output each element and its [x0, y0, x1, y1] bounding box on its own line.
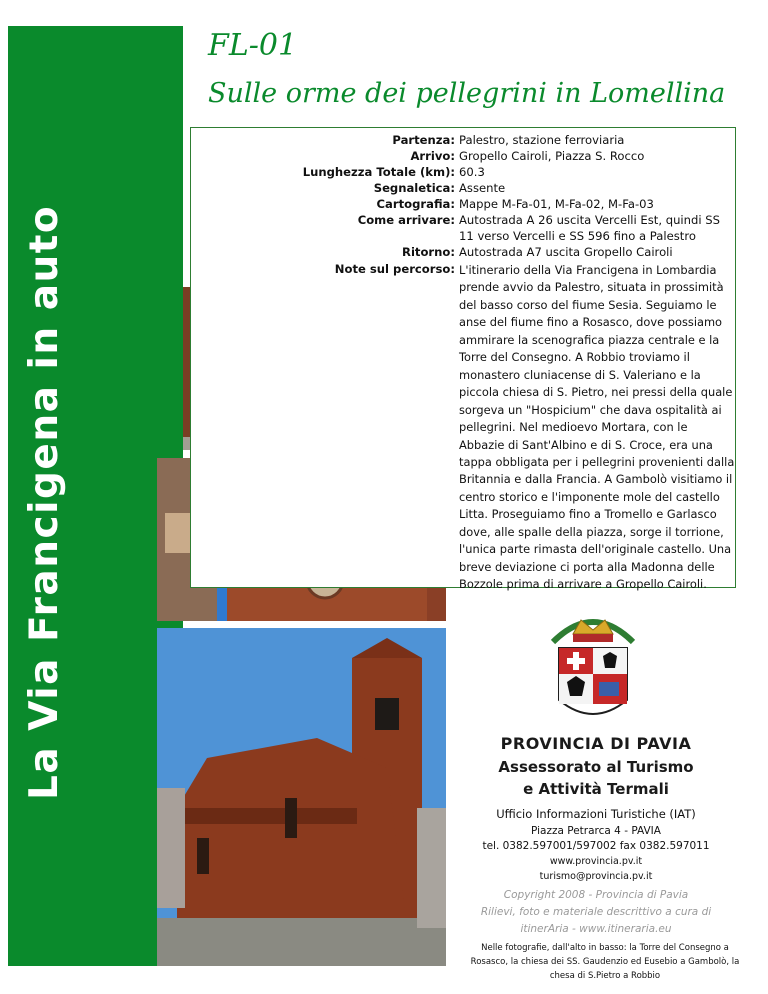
info-value: Autostrada A7 uscita Gropello Cairoli — [459, 245, 673, 259]
info-label: Segnaletica: — [373, 181, 455, 195]
credits-line1: Copyright 2008 - Provincia di Pavia — [503, 889, 689, 901]
info-value: Gropello Cairoli, Piazza S. Rocco — [459, 149, 645, 163]
info-value: L'itinerario della Via Francigena in Lombardia prende avvio da Palestro, situata in prossimità del basso corso del fiume Sesia. Seguiamo le anse del fiume fino a Rosasco, dove possiamo ammirare la scenografica piazza centrale e la Torre del Consegno. A Robbio troviamo il monastero cluniacense di S. Valeriano e la piccola chiesa di S. Pietro, nei pressi della quale sorgeva un "Hospicium" che dava ospitalità ai pellegrini. Nel medioevo Mortara, con le Abbazie di Sant'Albino e di S. Croce, era una tappa obbligata per i pellegrini provenienti dalla Britannia e dalla Francia. A Gambolò visitiamo il centro storico e l'imponente mole del castello Litta. Proseguiamo fino a Tromello e Garlasco dove, alle spalle della piazza, sorge il torrione, l'unica parte rimasta dell'originale castello. Una breve deviazione ci porta alla Madonna delle Bozzole prima di arrivare a Gropello Cairoli. — [459, 263, 735, 592]
publisher-address: Piazza Petrarca 4 - PAVIA — [531, 825, 661, 837]
publisher-web-link[interactable]: www.provincia.pv.it — [549, 856, 643, 867]
publisher-office: Ufficio Informazioni Turistiche (IAT) — [496, 807, 696, 821]
info-value: Mappe M-Fa-01, M-Fa-02, M-Fa-03 — [459, 197, 654, 211]
publisher-name: PROVINCIA DI PAVIA — [500, 734, 692, 753]
info-value: 60.3 — [459, 165, 485, 179]
info-label: Arrivo: — [410, 149, 455, 163]
publisher-email-link[interactable]: turismo@provincia.pv.it — [539, 871, 653, 882]
sidebar-title: La Via Francigena in auto — [22, 204, 67, 800]
info-value: Autostrada A 26 uscita Vercelli Est, quindi SS 11 verso Vercelli e SS 596 fino a Palestro — [459, 213, 720, 243]
publisher-dept-line1: Assessorato al Turismo — [498, 758, 694, 776]
info-label: Cartografia: — [376, 197, 455, 211]
route-code: FL-01 — [208, 28, 298, 63]
info-label: Come arrivare: — [357, 213, 455, 227]
info-value: Palestro, stazione ferroviaria — [459, 133, 625, 147]
route-subtitle: Sulle orme dei pellegrini in Lomellina — [208, 78, 726, 109]
info-label: Note sul percorso: — [334, 262, 455, 276]
info-label: Lunghezza Totale (km): — [302, 165, 455, 179]
provincia-coat-of-arms — [545, 612, 641, 730]
info-label: Partenza: — [392, 133, 455, 147]
info-label: Ritorno: — [402, 245, 455, 259]
publisher-dept-line2: e Attività Termali — [523, 780, 669, 798]
credits-line3: itinerAria - www.itineraria.eu — [520, 923, 672, 935]
route-info-box — [190, 127, 736, 592]
info-value: Assente — [459, 181, 506, 195]
photo-caption-line2: Rosasco, la chiesa dei SS. Gaudenzio ed Eusebio a Gambolò, la — [470, 957, 740, 967]
photo-caption-line3: chesa di S.Pietro a Robbio — [549, 971, 661, 981]
publisher-phone: tel. 0382.597001/597002 fax 0382.597011 — [482, 840, 710, 852]
photo-caption-line1: Nelle fotografie, dall'alto in basso: la Torre del Consegno a — [481, 943, 729, 953]
photo-chiesa-san-pietro — [157, 628, 446, 966]
credits-line2: Rilievi, foto e materiale descrittivo a cura di — [480, 906, 712, 918]
